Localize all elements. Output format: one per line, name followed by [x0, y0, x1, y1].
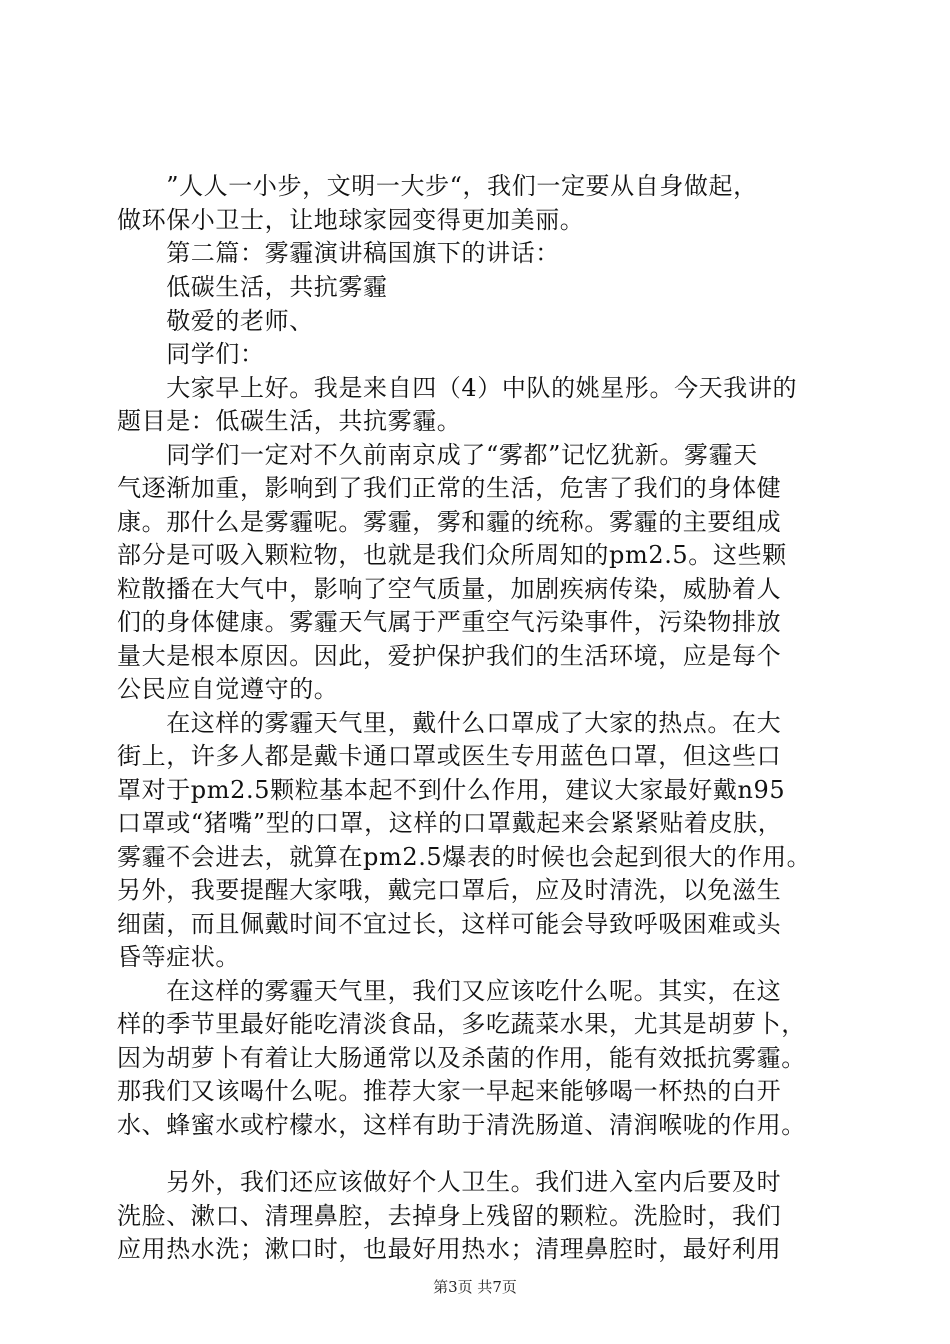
text-line: 在这样的雾霾天气里，我们又应该吃什么呢。其实，在这 — [117, 977, 782, 1005]
text-line: 洗脸、漱口、清理鼻腔，去掉身上残留的颗粒。洗脸时，我们 — [117, 1202, 782, 1230]
text-line: 题目是：低碳生活，共抗雾霾。 — [117, 407, 462, 435]
text-line: 粒散播在大气中，影响了空气质量，加剧疾病传染，威胁着人 — [117, 575, 782, 603]
text-line: 康。那什么是雾霾呢。雾霾，雾和霾的统称。雾霾的主要组成 — [117, 508, 782, 536]
text-line: 因为胡萝卜有着让大肠通常以及杀菌的作用，能有效抵抗雾霾。 — [117, 1044, 806, 1072]
text-line: 口罩或“猪嘴”型的口罩，这样的口罩戴起来会紧紧贴着皮肤， — [117, 809, 783, 837]
text-line: 第二篇：雾霾演讲稿国旗下的讲话： — [117, 239, 560, 267]
text-line: 街上，许多人都是戴卡通口罩或医生专用蓝色口罩，但这些口 — [117, 742, 782, 770]
text-line: 应用热水洗；漱口时，也最好用热水；清理鼻腔时，最好利用 — [117, 1235, 782, 1263]
text-line: 在这样的雾霾天气里，戴什么口罩成了大家的热点。在大 — [117, 709, 782, 737]
text-line: 部分是可吸入颗粒物，也就是我们众所周知的pm2.5。这些颗 — [117, 541, 787, 569]
text-line: 大家早上好。我是来自四（4）中队的姚星彤。今天我讲的 — [117, 374, 798, 402]
text-line: 雾霾不会进去，就算在pm2.5爆表的时候也会起到很大的作用。 — [117, 843, 812, 871]
text-line: 细菌，而且佩戴时间不宜过长，这样可能会导致呼吸困难或头 — [117, 910, 782, 938]
text-line: 样的季节里最好能吃清淡食品，多吃蔬菜水果，尤其是胡萝卜， — [117, 1010, 806, 1038]
text-line: ”人人一小步，文明一大步“，我们一定要从自身做起， — [117, 172, 758, 200]
text-line: 水、蜂蜜水或柠檬水，这样有助于清洗肠道、清润喉咙的作用。 — [117, 1111, 806, 1139]
text-line: 敬爱的老师、 — [117, 307, 314, 335]
text-line: 另外，我要提醒大家哦，戴完口罩后，应及时清洗，以免滋生 — [117, 876, 782, 904]
text-line: 昏等症状。 — [117, 943, 240, 971]
text-line: 低碳生活，共抗雾霾 — [117, 273, 388, 301]
text-line: 同学们： — [117, 340, 265, 368]
text-line: 同学们一定对不久前南京成了“雾都”记忆犹新。雾霾天 — [117, 441, 758, 469]
page-number-footer: 第3页 共7页 — [433, 1278, 517, 1296]
text-line: 罩对于pm2.5颗粒基本起不到什么作用，建议大家最好戴n95 — [117, 776, 786, 804]
text-line: 气逐渐加重，影响到了我们正常的生活，危害了我们的身体健 — [117, 474, 782, 502]
text-line: 那我们又该喝什么呢。推荐大家一早起来能够喝一杯热的白开 — [117, 1077, 782, 1105]
text-line: 公民应自觉遵守的。 — [117, 675, 339, 703]
text-line: 们的身体健康。雾霾天气属于严重空气污染事件，污染物排放 — [117, 608, 782, 636]
text-line: 做环保小卫士，让地球家园变得更加美丽。 — [117, 206, 585, 234]
text-line: 另外，我们还应该做好个人卫生。我们进入室内后要及时 — [117, 1168, 782, 1196]
text-line: 量大是根本原因。因此，爱护保护我们的生活环境，应是每个 — [117, 642, 782, 670]
